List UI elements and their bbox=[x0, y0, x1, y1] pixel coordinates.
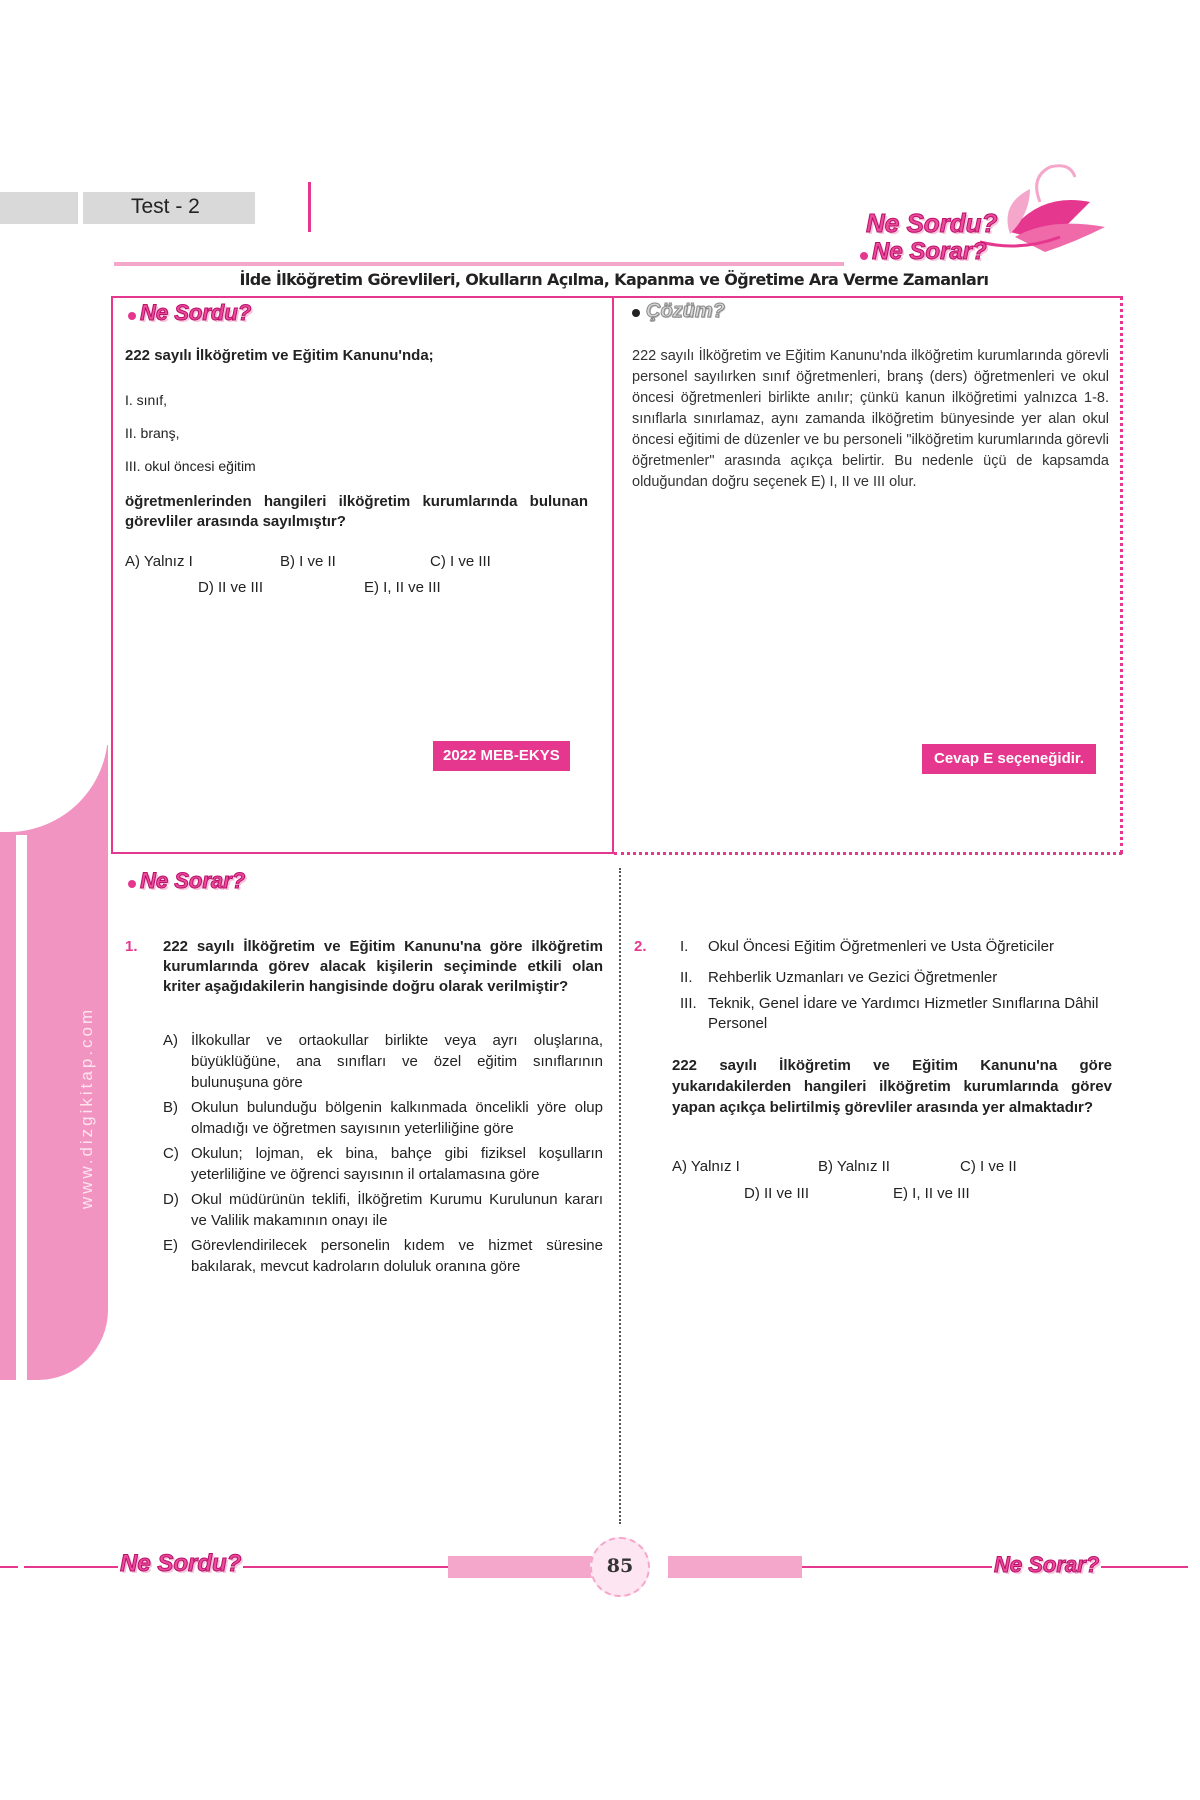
footer-block-left bbox=[448, 1556, 598, 1578]
solution-heading-text: Çözüm? bbox=[646, 300, 725, 322]
q2-item-3 bbox=[680, 994, 1110, 1034]
sample-option-c[interactable]: C) I ve III bbox=[430, 553, 491, 570]
sample-heading bbox=[128, 300, 251, 326]
q2-items bbox=[680, 937, 1110, 1034]
header-pink-divider bbox=[308, 182, 311, 232]
q2-item-text: Okul Öncesi Eğitim Öğretmenleri ve Usta Öğreticiler bbox=[708, 938, 1054, 955]
q1-option-letter: D) bbox=[163, 1191, 179, 1208]
column-divider bbox=[619, 868, 621, 1524]
answer-tag: Cevap E seçeneğidir. bbox=[922, 744, 1096, 774]
q2-option-c[interactable]: C) I ve II bbox=[960, 1158, 1017, 1175]
solution-box-top bbox=[614, 296, 1121, 298]
q2-option-a[interactable]: A) Yalnız I bbox=[672, 1158, 740, 1175]
sample-item-3: III. okul öncesi eğitim bbox=[125, 458, 256, 474]
q1-option-text: Okul müdürünün teklifi, İlköğretim Kurumu Kurulunun kararı ve Valilik makamının onayı ile bbox=[191, 1191, 603, 1229]
q1-number: 1. bbox=[125, 938, 138, 955]
q1-option-letter: E) bbox=[163, 1237, 178, 1254]
q1-option-a[interactable] bbox=[163, 1030, 603, 1093]
sample-heading-text: Ne Sordu? bbox=[140, 300, 252, 325]
sample-item-2: II. branş, bbox=[125, 425, 180, 441]
heading-dot bbox=[128, 312, 136, 320]
q1-option-letter: A) bbox=[163, 1032, 178, 1049]
practice-heading bbox=[128, 868, 245, 894]
q1-option-text: İlkokullar ve ortaokullar birlikte veya ayrı oluşlarına, büyüklüğüne, ana sınıfları ve özel eğitim sınıflarının bulunuşuna göre bbox=[191, 1032, 603, 1091]
page-number-circle bbox=[590, 1537, 650, 1597]
sample-option-e[interactable]: E) I, II ve III bbox=[364, 579, 441, 596]
logo-dot bbox=[860, 252, 868, 260]
q1-option-letter: C) bbox=[163, 1145, 179, 1162]
logo-bottom-text: Ne Sorar? bbox=[872, 238, 987, 265]
q2-item-text: Teknik, Genel İdare ve Yardımcı Hizmetler Sınıflarına Dâhil Personel bbox=[708, 995, 1099, 1032]
solution-text: 222 sayılı İlköğretim ve Eğitim Kanunu'nda ilköğretim kurumlarında görevli personel sayılırken sınıf öğretmenleri, branş (ders) öğretmenleri ve okul öncesi öğretmenleri birlikte anılır; çünkü kanun ilköğretimi yalnızca 1-8. sınıflarla sınırlamaz, aynı zamanda ilköğretim bünyesinde yer alan okul öncesi eğitimi de düzenler ve bu personeli "ilköğretim kurumlarında görevli öğretmenler" arasında açıkça belirtir. Bu nedenle üçü de kapsamda olduğundan doğru seçenek E) I, II ve III olur. bbox=[632, 348, 1109, 490]
footer-right-logo: Ne Sorar? bbox=[994, 1552, 1100, 1577]
q1-stem: 222 sayılı İlköğretim ve Eğitim Kanunu'na göre ilköğretim kurumlarında görev alacak kişilerin seçiminde etkili olan kriter aşağıdakilerin hangisinde doğru olarak verilmiştir? bbox=[163, 938, 603, 995]
q2-number: 2. bbox=[634, 938, 647, 955]
topic-title: İlde İlköğretim Görevlileri, Okulların Açılma, Kapanma ve Öğretime Ara Verme Zamanları bbox=[239, 270, 989, 289]
q2-item-1 bbox=[680, 937, 1110, 957]
q1-options bbox=[163, 1030, 603, 1281]
header-rule bbox=[114, 262, 844, 266]
q2-option-b[interactable]: B) Yalnız II bbox=[818, 1158, 890, 1175]
solution-box-right bbox=[1120, 296, 1123, 854]
solution-heading bbox=[632, 300, 725, 323]
q1-option-c[interactable] bbox=[163, 1143, 603, 1185]
test-label: Test - 2 bbox=[131, 195, 200, 218]
solution-box-bottom bbox=[614, 852, 1122, 855]
sample-option-b[interactable]: B) I ve II bbox=[280, 553, 336, 570]
q1-option-text: Okulun; lojman, ek bina, bahçe gibi fiziksel koşulların yeterliliğine ve öğrenci sayısının il ortalamasına göre bbox=[191, 1145, 603, 1183]
sample-item-1: I. sınıf, bbox=[125, 392, 168, 408]
q1-option-text: Okulun bulunduğu bölgenin kalkınmada öncelikli yöre olup olmadığı ve öğretmen sayısının yeterliliğine göre bbox=[191, 1099, 603, 1137]
q2-item-num: I. bbox=[680, 938, 689, 955]
q2-option-e[interactable]: E) I, II ve III bbox=[893, 1185, 970, 1202]
q2-item-num: II. bbox=[680, 969, 693, 986]
sample-stem: 222 sayılı İlköğretim ve Eğitim Kanunu'nda; bbox=[125, 347, 434, 364]
q2-option-d[interactable]: D) II ve III bbox=[744, 1185, 810, 1202]
practice-heading-text: Ne Sorar? bbox=[140, 868, 246, 893]
q1-option-e[interactable] bbox=[163, 1235, 603, 1277]
q2-item-num: III. bbox=[680, 995, 697, 1012]
header-gray-bar-left bbox=[0, 192, 78, 224]
ne-sordu-logo bbox=[860, 162, 1120, 272]
q2-item-text: Rehberlik Uzmanları ve Gezici Öğretmenler bbox=[708, 969, 998, 986]
source-tag: 2022 MEB-EKYS bbox=[433, 741, 570, 771]
footer-line-left bbox=[0, 1566, 18, 1568]
q1-option-letter: B) bbox=[163, 1099, 178, 1116]
q1-option-text: Görevlendirilecek personelin kıdem ve hizmet süresine bakılarak, mevcut kadroların doluluk oranına göre bbox=[191, 1237, 603, 1275]
side-bar-inner-white bbox=[16, 835, 27, 1380]
sample-option-a[interactable]: A) Yalnız I bbox=[125, 553, 193, 570]
sample-option-d[interactable]: D) II ve III bbox=[198, 579, 264, 596]
sample-question: öğretmenlerinden hangileri ilköğretim kurumlarında bulunan görevliler arasında sayılmıştır? bbox=[125, 493, 588, 530]
q1-option-d[interactable] bbox=[163, 1189, 603, 1231]
test-tab bbox=[83, 192, 255, 224]
q2-item-2 bbox=[680, 968, 1110, 988]
logo-top-text: Ne Sordu? bbox=[866, 208, 998, 238]
practice-dot bbox=[128, 880, 136, 888]
footer-block-right bbox=[668, 1556, 802, 1578]
page-number: 85 bbox=[606, 1555, 634, 1577]
q1-option-b[interactable] bbox=[163, 1097, 603, 1139]
q2-stem: 222 sayılı İlköğretim ve Eğitim Kanunu'na göre yukarıdakilerden hangileri ilköğretim kurumlarında görev yapan açıkça belirtilmiş görevliler arasında yer almaktadır? bbox=[672, 1057, 1112, 1116]
footer-left-logo: Ne Sordu? bbox=[120, 1550, 242, 1577]
solution-dot bbox=[632, 309, 640, 317]
side-bar-inner-pink bbox=[0, 835, 16, 1380]
website-text: www.dizgikitap.com bbox=[77, 1006, 96, 1210]
